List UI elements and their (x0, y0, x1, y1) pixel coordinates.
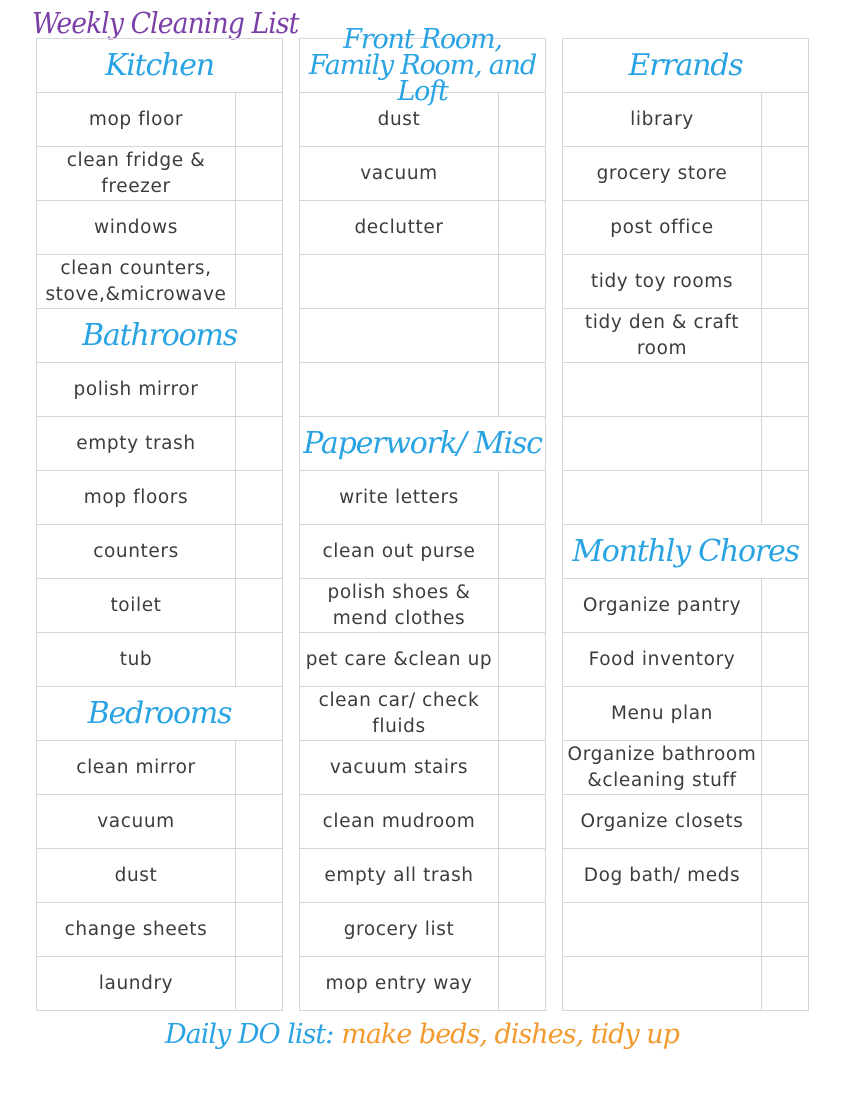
task-label: Menu plan (563, 687, 762, 740)
check-box[interactable] (499, 309, 545, 362)
section-heading: Paperwork/ Misc (300, 417, 545, 471)
task-label: write letters (300, 471, 499, 524)
check-box[interactable] (236, 147, 282, 200)
check-box[interactable] (499, 93, 545, 146)
daily-do-label: Daily DO list: (165, 1019, 334, 1050)
task-row (300, 255, 545, 309)
task-label: polish mirror (37, 363, 236, 416)
task-label: pet care &clean up (300, 633, 499, 686)
task-row (37, 849, 282, 903)
check-box[interactable] (499, 633, 545, 686)
check-box[interactable] (236, 903, 282, 956)
task-row (37, 579, 282, 633)
task-row (300, 525, 545, 579)
task-row (563, 255, 808, 309)
task-row (37, 471, 282, 525)
task-row (300, 579, 545, 633)
check-box[interactable] (762, 903, 808, 956)
task-label: grocery store (563, 147, 762, 200)
task-row (563, 849, 808, 903)
task-label: Organize pantry (563, 579, 762, 632)
task-label (563, 957, 762, 1010)
check-box[interactable] (236, 255, 282, 308)
task-label: Dog bath/ meds (563, 849, 762, 902)
section-heading: Front Room, Family Room, and Loft (300, 39, 545, 93)
task-row (37, 903, 282, 957)
column-middle (299, 23, 546, 1011)
task-label: Organize closets (563, 795, 762, 848)
task-label (300, 255, 499, 308)
check-box[interactable] (236, 471, 282, 524)
task-row (37, 363, 282, 417)
check-box[interactable] (762, 417, 808, 470)
task-row (300, 741, 545, 795)
task-label (300, 309, 499, 362)
task-label: vacuum (300, 147, 499, 200)
task-row (563, 903, 808, 957)
check-box[interactable] (499, 525, 545, 578)
check-box[interactable] (499, 363, 545, 416)
section-heading: Bedrooms (37, 687, 282, 741)
task-row (563, 741, 808, 795)
check-box[interactable] (236, 363, 282, 416)
check-box[interactable] (762, 687, 808, 740)
task-label: laundry (37, 957, 236, 1010)
check-box[interactable] (762, 579, 808, 632)
check-box[interactable] (236, 849, 282, 902)
task-label: counters (37, 525, 236, 578)
task-label: clean out purse (300, 525, 499, 578)
section-heading: Kitchen (37, 39, 282, 93)
daily-do-items: make beds, dishes, tidy up (341, 1019, 679, 1050)
check-box[interactable] (762, 471, 808, 524)
task-label: mop floors (37, 471, 236, 524)
column-right (562, 38, 809, 1011)
check-box[interactable] (762, 147, 808, 200)
check-box[interactable] (499, 471, 545, 524)
check-box[interactable] (236, 417, 282, 470)
check-box[interactable] (499, 255, 545, 308)
task-label: vacuum stairs (300, 741, 499, 794)
task-row (300, 93, 545, 147)
task-row (37, 147, 282, 201)
check-box[interactable] (499, 687, 545, 740)
task-label: empty all trash (300, 849, 499, 902)
task-label: Organize bathroom &cleaning stuff (563, 741, 762, 794)
task-row (37, 417, 282, 471)
task-row (37, 201, 282, 255)
check-box[interactable] (762, 849, 808, 902)
task-label: clean mirror (37, 741, 236, 794)
check-box[interactable] (236, 633, 282, 686)
task-row (300, 147, 545, 201)
section-heading: Bathrooms (37, 309, 282, 363)
check-box[interactable] (236, 201, 282, 254)
task-label: clean car/ check fluids (300, 687, 499, 740)
daily-do-list (165, 1019, 679, 1050)
task-label: tidy den & craft room (563, 309, 762, 362)
check-box[interactable] (499, 849, 545, 902)
task-row (300, 903, 545, 957)
check-box[interactable] (762, 957, 808, 1010)
check-box[interactable] (762, 93, 808, 146)
task-label: mop floor (37, 93, 236, 146)
section-heading: Monthly Chores (563, 525, 808, 579)
task-label: toilet (37, 579, 236, 632)
task-label: change sheets (37, 903, 236, 956)
task-row (37, 633, 282, 687)
check-box[interactable] (236, 957, 282, 1010)
task-row (563, 93, 808, 147)
task-label (563, 471, 762, 524)
task-row (300, 687, 545, 741)
task-row (37, 957, 282, 1011)
task-row (563, 579, 808, 633)
task-label (563, 417, 762, 470)
task-row (300, 471, 545, 525)
check-box[interactable] (499, 903, 545, 956)
task-row (563, 201, 808, 255)
check-box[interactable] (762, 795, 808, 848)
task-label: mop entry way (300, 957, 499, 1010)
check-box[interactable] (236, 525, 282, 578)
check-box[interactable] (762, 741, 808, 794)
task-row (300, 363, 545, 417)
check-box[interactable] (236, 741, 282, 794)
task-label: tidy toy rooms (563, 255, 762, 308)
task-label: empty trash (37, 417, 236, 470)
task-row (563, 471, 808, 525)
check-box[interactable] (499, 147, 545, 200)
task-label: library (563, 93, 762, 146)
check-box[interactable] (762, 363, 808, 416)
check-box[interactable] (762, 255, 808, 308)
check-box[interactable] (499, 579, 545, 632)
page-title: Weekly Cleaning List (32, 6, 299, 40)
task-label: declutter (300, 201, 499, 254)
check-box[interactable] (499, 741, 545, 794)
task-label: vacuum (37, 795, 236, 848)
task-label (563, 903, 762, 956)
section-heading: Errands (563, 39, 808, 93)
task-label: clean fridge & freezer (37, 147, 236, 200)
task-row (563, 957, 808, 1011)
task-label: polish shoes & mend clothes (300, 579, 499, 632)
task-label: clean mudroom (300, 795, 499, 848)
check-box[interactable] (236, 579, 282, 632)
task-row (563, 687, 808, 741)
check-box[interactable] (236, 795, 282, 848)
task-row (300, 957, 545, 1011)
task-row (300, 309, 545, 363)
task-label: grocery list (300, 903, 499, 956)
check-box[interactable] (499, 957, 545, 1010)
task-label (563, 363, 762, 416)
task-label: clean counters, stove,&microwave (37, 255, 236, 308)
task-row (37, 795, 282, 849)
task-label: tub (37, 633, 236, 686)
check-box[interactable] (236, 93, 282, 146)
task-row (563, 795, 808, 849)
task-label: windows (37, 201, 236, 254)
task-row (563, 147, 808, 201)
task-row (300, 201, 545, 255)
check-box[interactable] (762, 201, 808, 254)
task-row (300, 633, 545, 687)
check-box[interactable] (499, 795, 545, 848)
check-box[interactable] (499, 201, 545, 254)
task-row (37, 255, 282, 309)
task-label: post office (563, 201, 762, 254)
task-row (37, 741, 282, 795)
check-box[interactable] (762, 633, 808, 686)
task-row (563, 363, 808, 417)
task-row (300, 795, 545, 849)
task-label: dust (37, 849, 236, 902)
task-label: Food inventory (563, 633, 762, 686)
task-row (300, 849, 545, 903)
task-label (300, 363, 499, 416)
task-label: dust (300, 93, 499, 146)
task-row (37, 93, 282, 147)
check-box[interactable] (762, 309, 808, 362)
task-row (563, 309, 808, 363)
column-left (36, 38, 283, 1011)
task-row (563, 417, 808, 471)
task-row (563, 633, 808, 687)
task-row (37, 525, 282, 579)
